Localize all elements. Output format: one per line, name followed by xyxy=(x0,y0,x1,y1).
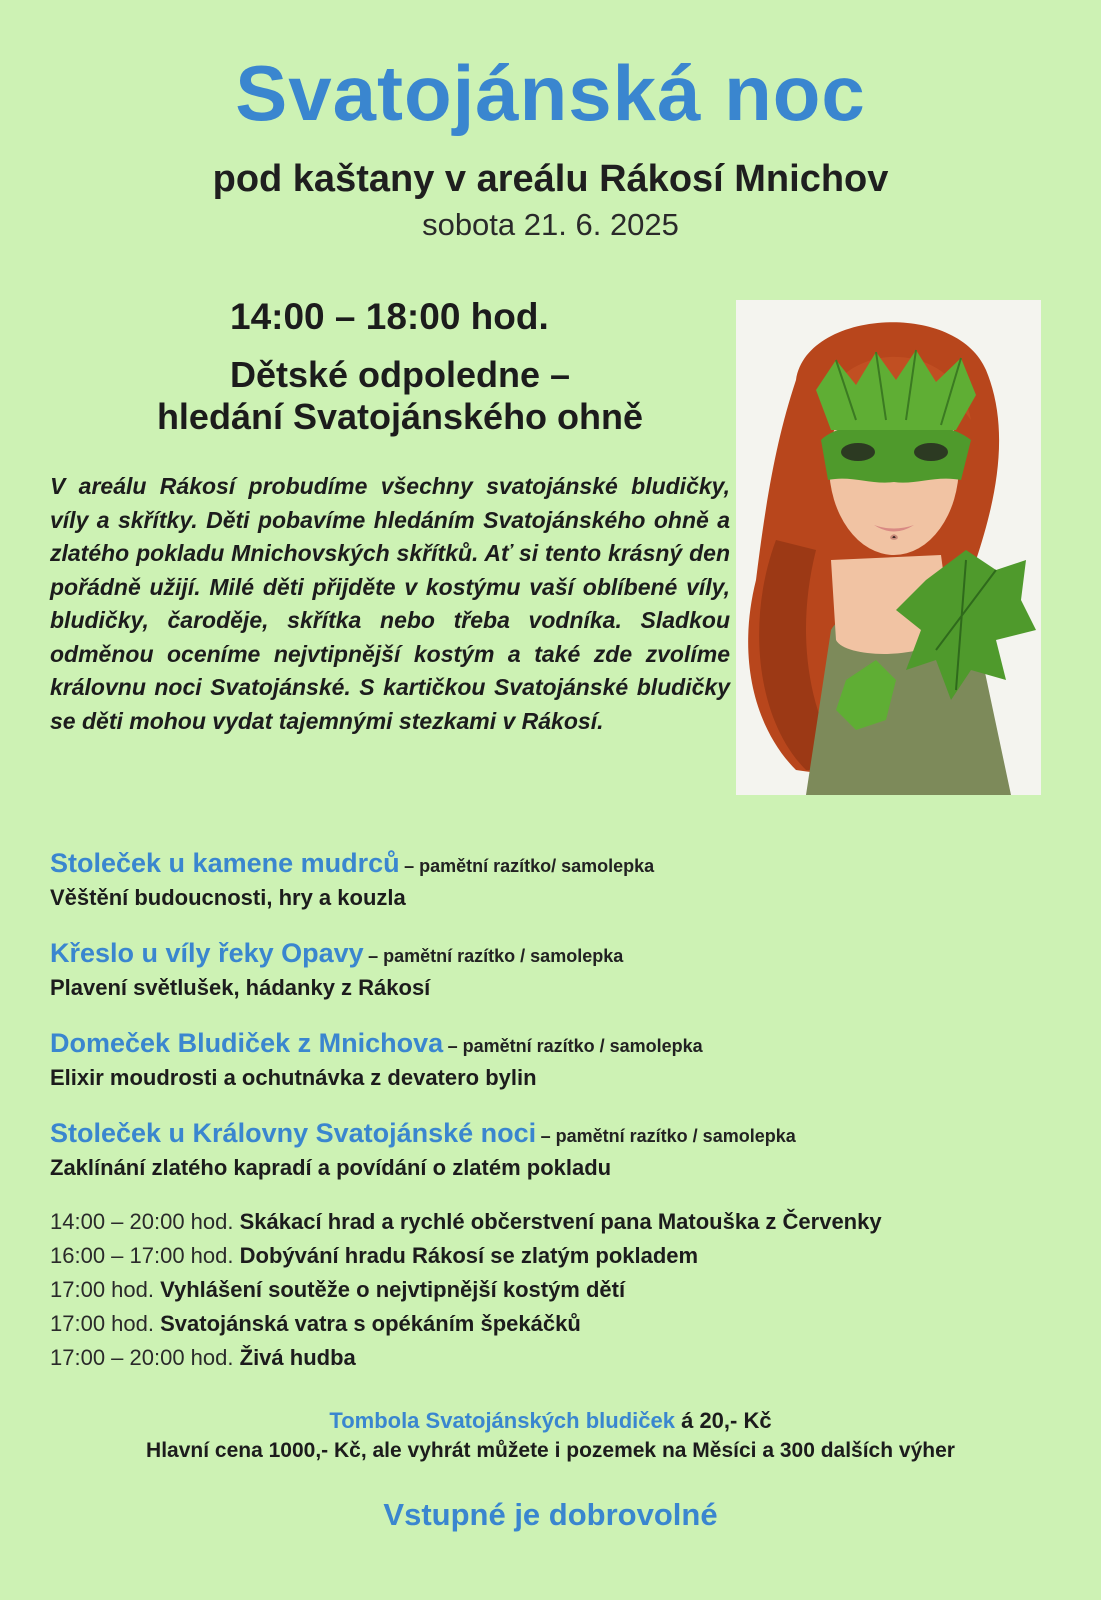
schedule-row xyxy=(50,1345,1080,1379)
station-name: Domeček Bludiček z Mnichova xyxy=(50,1028,444,1058)
schedule-text: Skákací hrad a rychlé občerstvení pana Matouška z Červenky xyxy=(239,1209,882,1234)
schedule-text: Dobývání hradu Rákosí se zlatým pokladem xyxy=(239,1243,699,1268)
afternoon-description: V areálu Rákosí probudíme všechny svatojánské bludičky, víly a skřítky. Děti pobavíme hledáním Svatojánského ohně a zlatého pokladu Mnichovských skřítků. Ať si tento krásný den pořádně užijí. Milé děti přijděte v kostýmu vaší oblíbené víly, bludičky, čaroděje, skřítka nebo třeba vodníka. Sladkou odměnou oceníme nejvtipnější kostým a také zde zvolíme královnu noci Svatojánské. S kartičkou Svatojánské bludičky se děti mohou vydat tajemnými stezkami v Rákosí. xyxy=(50,473,730,734)
station-note: – pamětní razítko / samolepka xyxy=(540,1126,796,1146)
station-name: Křeslo u víly řeky Opavy xyxy=(50,938,364,968)
schedule-time: 17:00 – 20:00 hod. xyxy=(50,1345,234,1370)
station-item xyxy=(50,848,1070,938)
station-description: Elixir moudrosti a ochutnávka z devatero bylin xyxy=(50,1065,537,1090)
schedule-row xyxy=(50,1209,1080,1243)
schedule-text: Živá hudba xyxy=(239,1345,356,1370)
station-name: Stoleček u kamene mudrců xyxy=(50,848,400,878)
station-item xyxy=(50,1028,1070,1118)
station-description: Věštění budoucnosti, hry a kouzla xyxy=(50,885,406,910)
schedule-time: 17:00 hod. xyxy=(50,1311,154,1336)
station-item xyxy=(50,938,1070,1028)
poster-title: Svatojánská noc xyxy=(235,49,866,137)
afternoon-title-line2: hledání Svatojánského ohně xyxy=(156,396,644,437)
schedule-time: 14:00 – 20:00 hod. xyxy=(50,1209,234,1234)
station-description: Plavení světlušek, hádanky z Rákosí xyxy=(50,975,431,1000)
afternoon-time: 14:00 – 18:00 hod. xyxy=(230,296,549,337)
poster-subtitle: pod kaštany v areálu Rákosí Mnichov xyxy=(212,158,889,200)
stations-list xyxy=(50,848,1070,1208)
schedule-text: Svatojánská vatra s opékáním špekáčků xyxy=(160,1311,581,1336)
station-note: – pamětní razítko / samolepka xyxy=(368,946,624,966)
schedule-row xyxy=(50,1277,1080,1311)
station-note: – pamětní razítko / samolepka xyxy=(447,1036,703,1056)
schedule-list xyxy=(50,1209,1080,1379)
schedule-time: 17:00 hod. xyxy=(50,1277,154,1302)
entry-fee: Vstupné je dobrovolné xyxy=(383,1497,718,1532)
station-name: Stoleček u Královny Svatojánské noci xyxy=(50,1118,537,1148)
afternoon-title-line1: Dětské odpoledne – xyxy=(229,354,571,395)
tombola-prize: Hlavní cena 1000,- Kč, ale vyhrát můžete i pozemek na Měsíci a 300 dalších výher xyxy=(146,1439,955,1462)
station-note: – pamětní razítko/ samolepka xyxy=(404,856,655,876)
tombola-line xyxy=(0,1408,1101,1434)
station-description: Zaklínání zlatého kapradí a povídání o zlatém pokladu xyxy=(50,1155,612,1180)
event-date: sobota 21. 6. 2025 xyxy=(422,207,679,242)
afternoon-title xyxy=(70,354,730,438)
fairy-woman-leaf-mask-illustration xyxy=(736,300,1041,795)
tombola-price: á 20,- Kč xyxy=(681,1408,772,1433)
schedule-time: 16:00 – 17:00 hod. xyxy=(50,1243,234,1268)
schedule-row xyxy=(50,1311,1080,1345)
schedule-text: Vyhlášení soutěže o nejvtipnější kostým dětí xyxy=(160,1277,626,1302)
tombola-name: Tombola Svatojánských bludiček xyxy=(329,1408,675,1433)
schedule-row xyxy=(50,1243,1080,1277)
station-item xyxy=(50,1118,1070,1208)
